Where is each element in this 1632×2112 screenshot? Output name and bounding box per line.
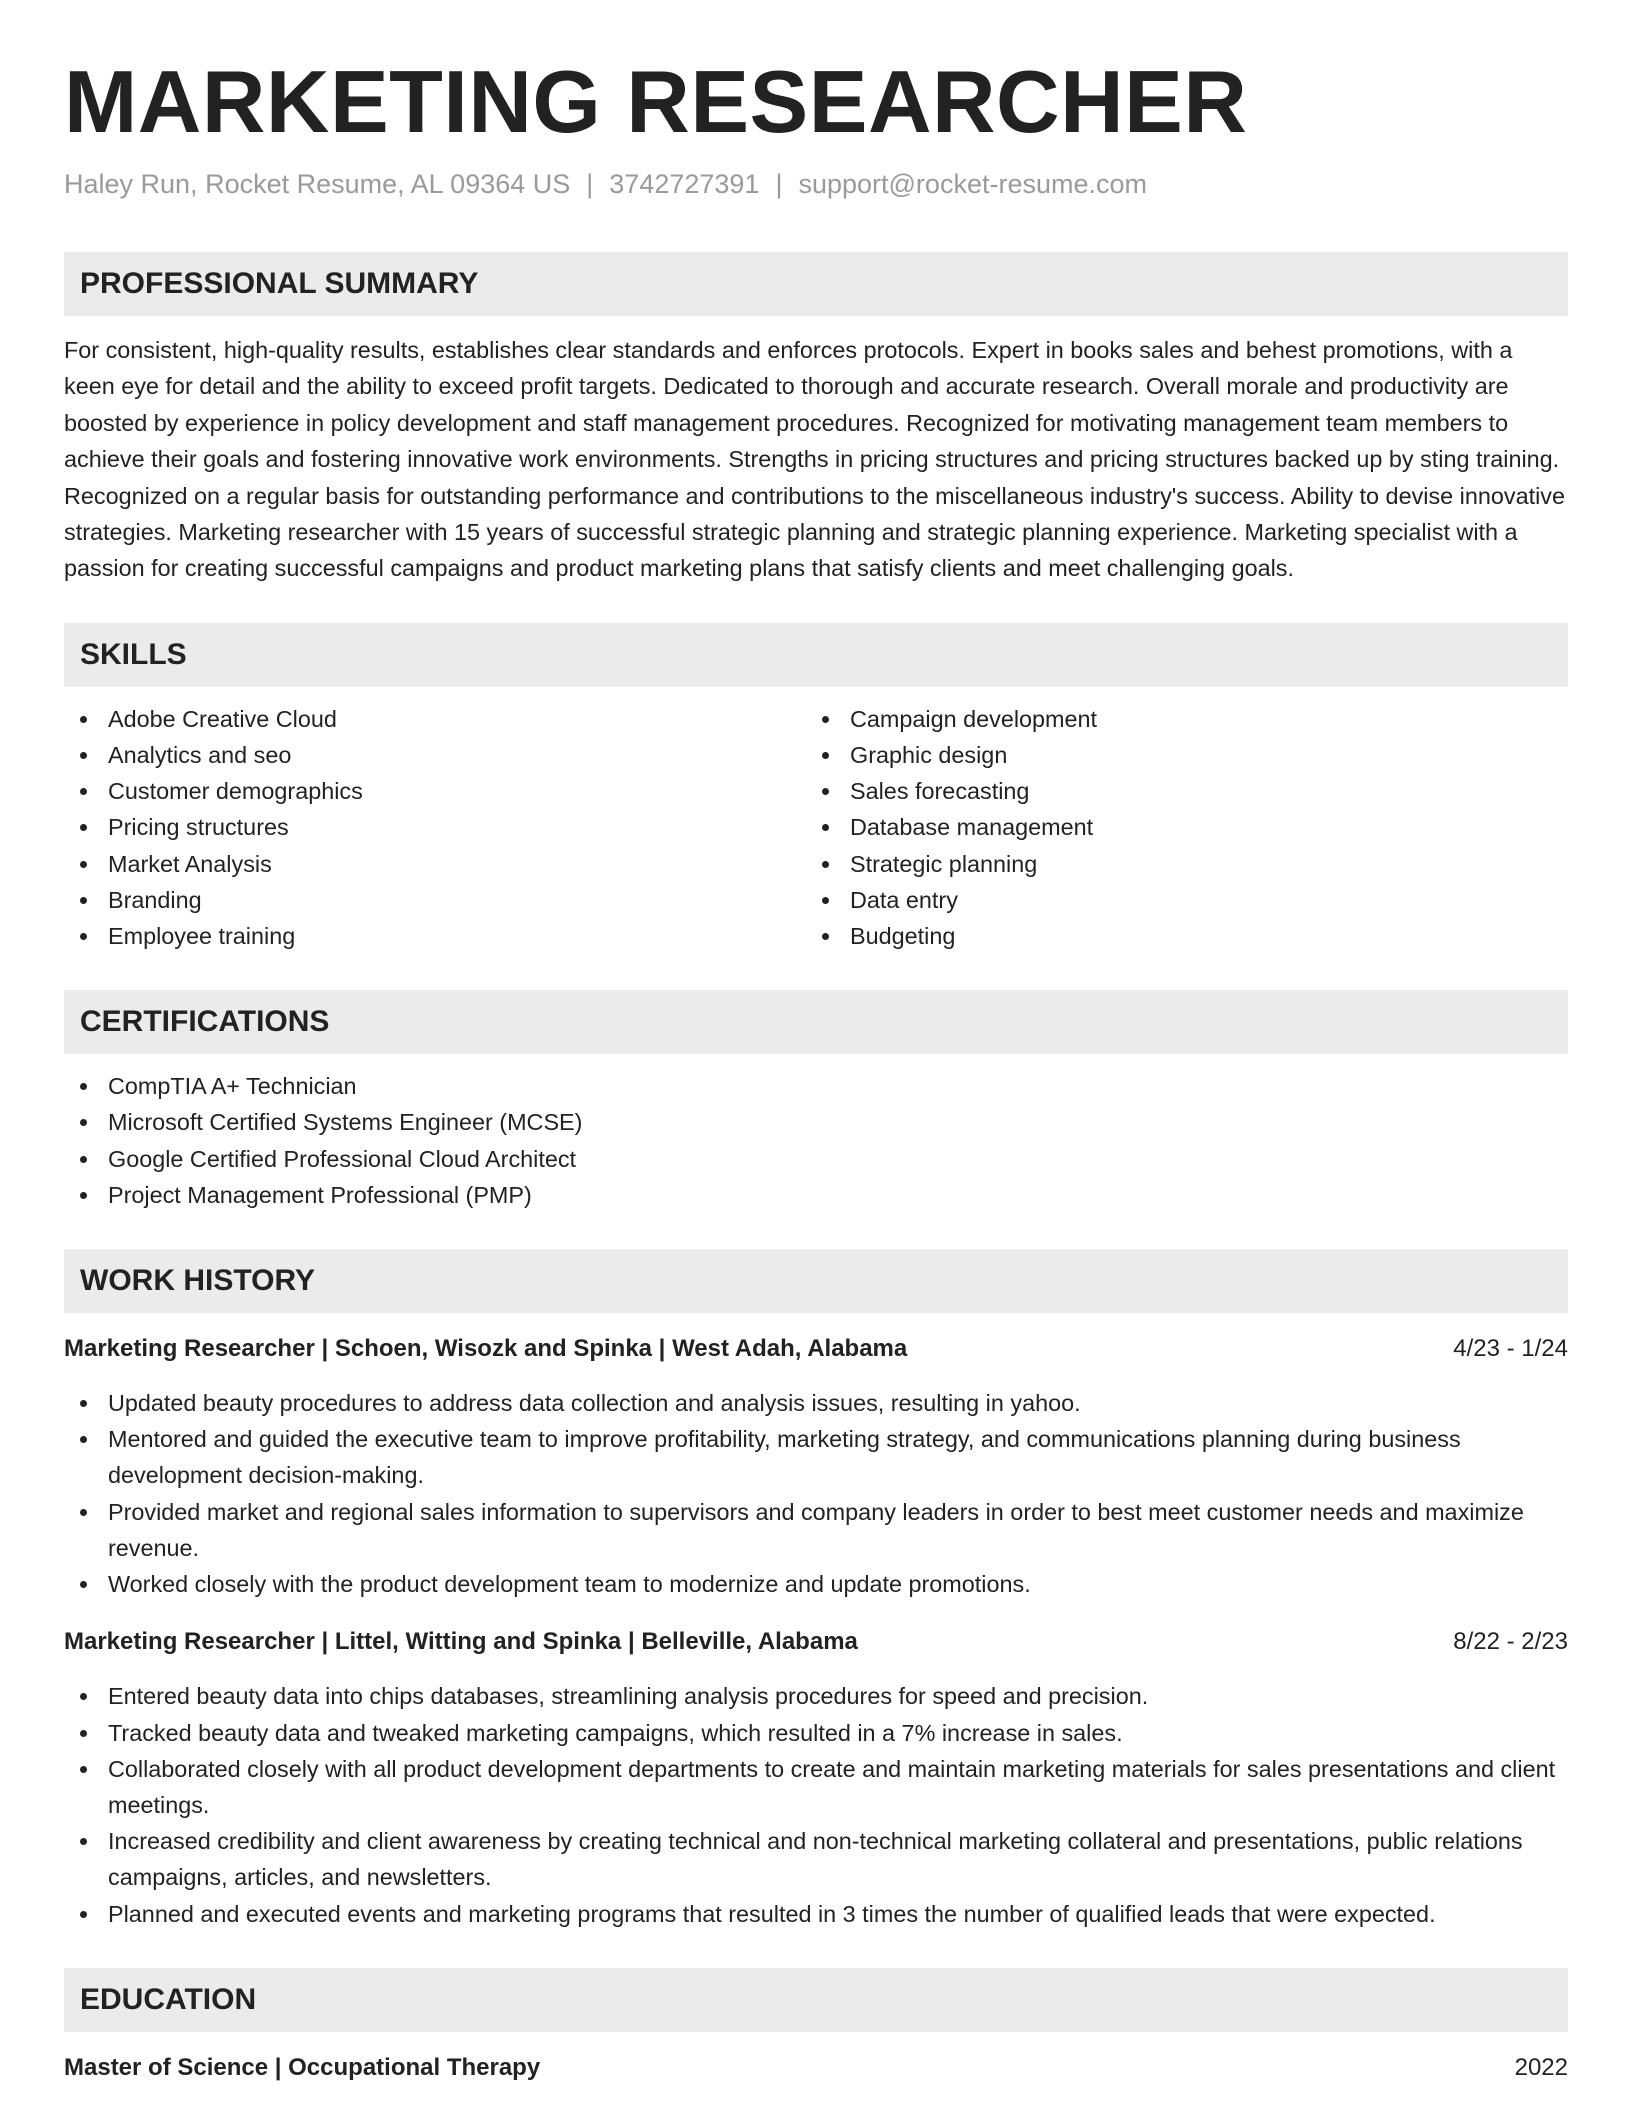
job-bullet: Increased credibility and client awareness by creating technical and non-technical marketing collateral and presentations, public relations campaigns, articles, and newsletters. (64, 1823, 1568, 1895)
skill-item: Adobe Creative Cloud (64, 701, 806, 737)
summary-heading: PROFESSIONAL SUMMARY (64, 252, 1568, 316)
job-title: Marketing Researcher | Schoen, Wisozk and Spinka | West Adah, Alabama (64, 1335, 908, 1363)
skill-item: Graphic design (806, 737, 1548, 773)
separator: | (586, 169, 594, 199)
certification-item: CompTIA A+ Technician (64, 1068, 1568, 1104)
job-dates: 4/23 - 1/24 (1453, 1335, 1568, 1363)
candidate-name: MARKETING RESEARCHER (64, 52, 1248, 151)
job-bullet: Worked closely with the product development team to modernize and update promotions. (64, 1566, 1568, 1602)
job-bullet: Planned and executed events and marketing programs that resulted in 3 times the number of qualified leads that were expected. (64, 1896, 1568, 1932)
degree: Master of Science | Occupational Therapy (64, 2053, 541, 2081)
certifications-heading: CERTIFICATIONS (64, 990, 1568, 1054)
phone: 3742727391 (609, 169, 760, 199)
skill-item: Branding (64, 882, 806, 918)
job-bullet: Provided market and regional sales information to supervisors and company leaders in order to best meet customer needs and maximize revenue. (64, 1494, 1568, 1566)
skill-item: Employee training (64, 918, 806, 954)
graduation-year: 2022 (1514, 2053, 1568, 2081)
skill-item: Budgeting (806, 918, 1548, 954)
skill-item: Analytics and seo (64, 737, 806, 773)
job-bullets (64, 1678, 1568, 1931)
resume-page (64, 52, 1568, 2086)
job-bullets (64, 1385, 1568, 1602)
address: Haley Run, Rocket Resume, AL 09364 US (64, 169, 571, 199)
work-history-heading: WORK HISTORY (64, 1249, 1568, 1313)
skill-item: Sales forecasting (806, 773, 1548, 809)
job-bullet: Entered beauty data into chips databases, streamlining analysis procedures for speed and precision. (64, 1678, 1568, 1714)
job-header (64, 1624, 1568, 1660)
education-entry (64, 2050, 1568, 2086)
job-bullet: Updated beauty procedures to address data collection and analysis issues, resulting in yahoo. (64, 1385, 1568, 1421)
job-header (64, 1331, 1568, 1367)
separator: | (775, 169, 783, 199)
skill-item: Pricing structures (64, 809, 806, 845)
skills-column-right (806, 701, 1548, 954)
education-heading: EDUCATION (64, 1968, 1568, 2032)
skills-column-left (64, 701, 806, 954)
skills-heading: SKILLS (64, 623, 1568, 687)
skill-item: Customer demographics (64, 773, 806, 809)
job-bullet: Tracked beauty data and tweaked marketing campaigns, which resulted in a 7% increase in sales. (64, 1715, 1568, 1751)
certification-item: Microsoft Certified Systems Engineer (MCSE) (64, 1104, 1568, 1140)
email: support@rocket-resume.com (798, 169, 1147, 199)
skill-item: Campaign development (806, 701, 1548, 737)
summary-text: For consistent, high-quality results, establishes clear standards and enforces protocols. Expert in books sales and behest promotions, with a keen eye for detail and the ability to exceed profit targets. Dedicated to thorough and accurate research. Overall morale and productivity are boosted by experience in policy development and staff management procedures. Recognized for motivating management team members to achieve their goals and fostering innovative work environments. Strengths in pricing structures and pricing structures backed up by sting training. Recognized on a regular basis for outstanding performance and contributions to the miscellaneous industry's success. Ability to devise innovative strategies. Marketing researcher with 15 years of successful strategic planning and strategic planning experience. Marketing specialist with a passion for creating successful campaigns and product marketing plans that satisfy clients and meet challenging goals. (64, 337, 1565, 582)
certifications-list (64, 1068, 1568, 1213)
certification-item: Google Certified Professional Cloud Architect (64, 1141, 1568, 1177)
job-dates: 8/22 - 2/23 (1453, 1628, 1568, 1656)
job-bullet: Mentored and guided the executive team to improve profitability, marketing strategy, and communications planning during business development decision-making. (64, 1421, 1568, 1493)
skills-list (64, 701, 1568, 954)
contact-line (64, 166, 1568, 202)
skill-item: Data entry (806, 882, 1548, 918)
job-title: Marketing Researcher | Littel, Witting and Spinka | Belleville, Alabama (64, 1628, 858, 1656)
job-bullet: Collaborated closely with all product development departments to create and maintain marketing materials for sales presentations and client meetings. (64, 1751, 1568, 1823)
skill-item: Database management (806, 809, 1548, 845)
skill-item: Market Analysis (64, 846, 806, 882)
certification-item: Project Management Professional (PMP) (64, 1177, 1568, 1213)
skill-item: Strategic planning (806, 846, 1548, 882)
